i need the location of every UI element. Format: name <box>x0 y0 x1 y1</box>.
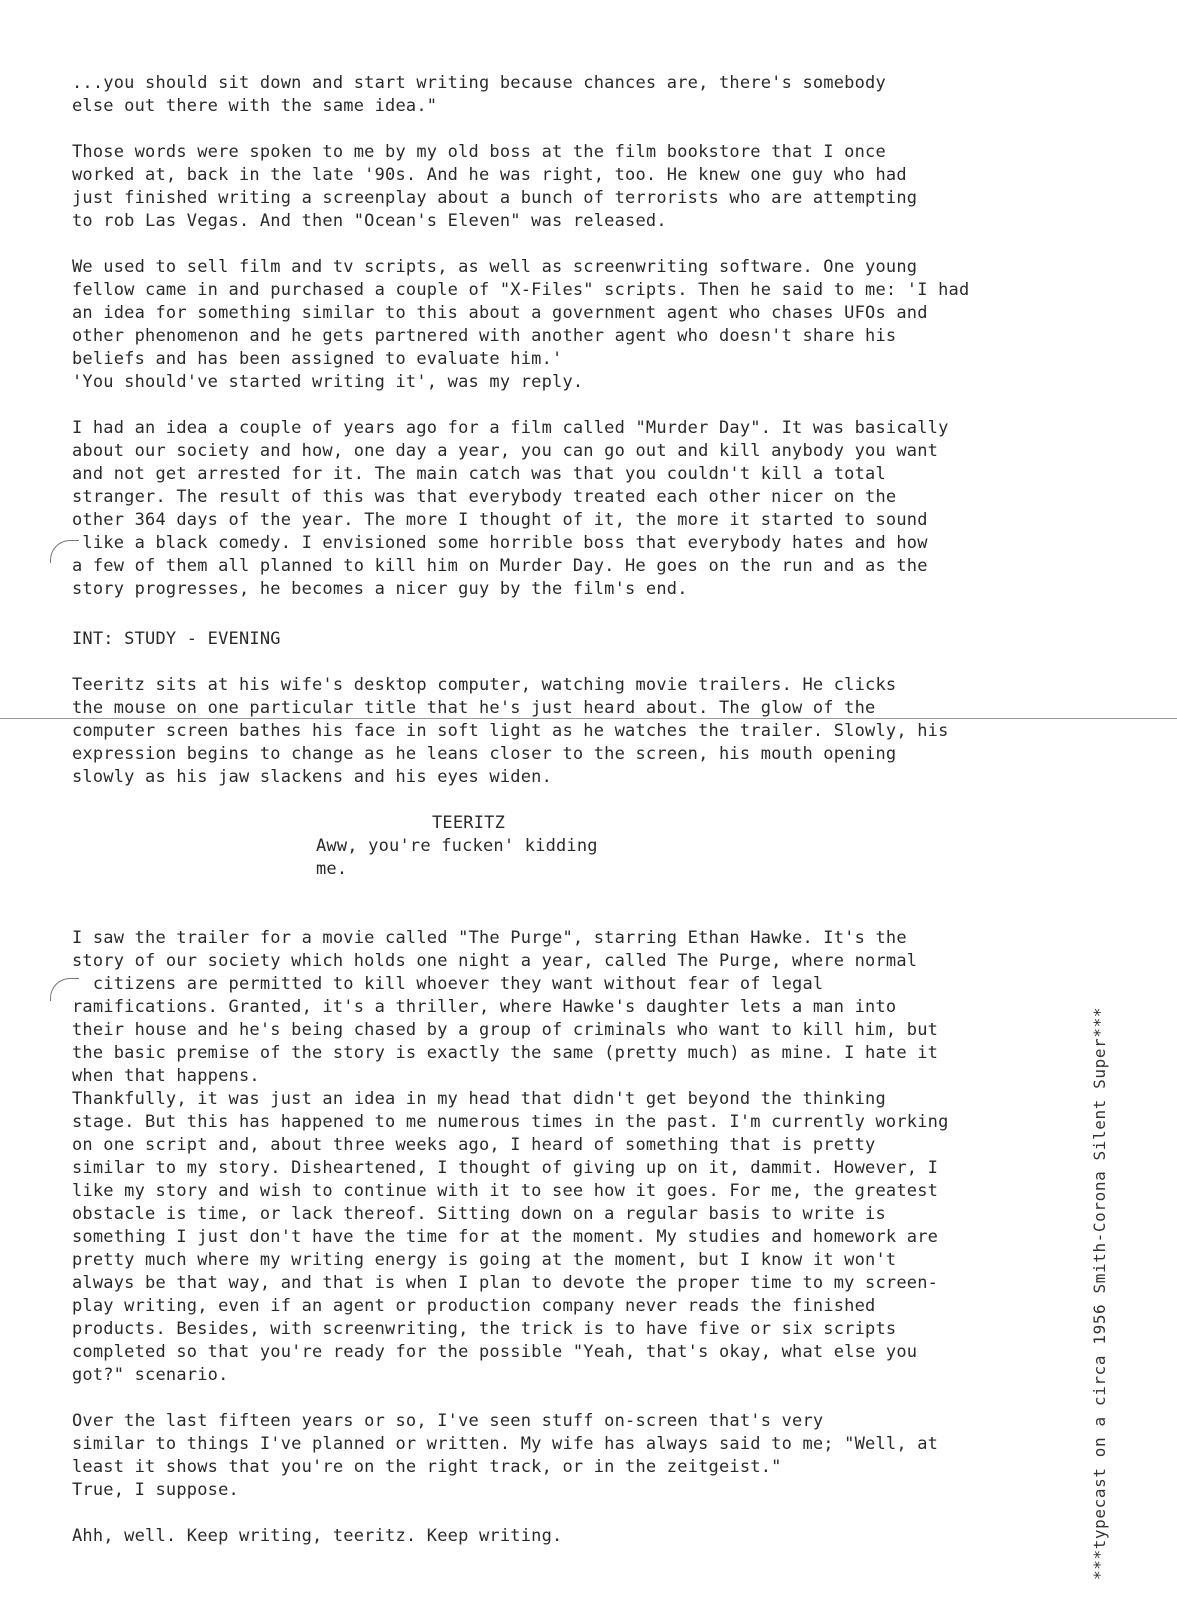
paragraph-1 <box>72 72 1072 118</box>
text-line: got?" scenario. <box>72 1365 229 1385</box>
text-line: Teeritz sits at his wife's desktop computer, watching movie trailers. He clicks <box>72 675 897 695</box>
text-line: just finished writing a screenplay about a bunch of terrorists who are attempting <box>72 188 918 208</box>
dialogue-line: me. <box>316 859 348 879</box>
text-line: beliefs and has been assigned to evaluate him.' <box>72 349 563 369</box>
text-line: something I just don't have the time for at the moment. My studies and homework are <box>72 1227 939 1247</box>
text-line: when that happens. <box>72 1066 260 1086</box>
text-line: a few of them all planned to kill him on Murder Day. He goes on the run and as the <box>72 556 928 576</box>
text-line: ramifications. Granted, it's a thriller, where Hawke's daughter lets a man into <box>72 997 897 1017</box>
dialogue-line: Aww, you're fucken' kidding <box>316 836 598 856</box>
text-line: worked at, back in the late '90s. And he was right, too. He knew one guy who had <box>72 165 907 185</box>
text-line: Those words were spoken to me by my old boss at the film bookstore that I once <box>72 142 886 162</box>
text-line: stranger. The result of this was that everybody treated each other nicer on the <box>72 487 897 507</box>
text-line: like a black comedy. I envisioned some horrible boss that everybody hates and how <box>72 533 928 553</box>
text-line: other phenomenon and he gets partnered with another agent who doesn't share his <box>72 326 897 346</box>
text-line: to rob Las Vegas. And then "Ocean's Eleven" was released. <box>72 211 667 231</box>
text-line: on one script and, about three weeks ago, I heard of something that is pretty <box>72 1135 876 1155</box>
text-line: fellow came in and purchased a couple of "X-Files" scripts. Then he said to me: 'I had <box>72 280 970 300</box>
paragraph-8 <box>72 1525 1072 1548</box>
text-line: else out there with the same idea." <box>72 96 438 116</box>
text-line: the basic premise of the story is exactly the same (pretty much) as mine. I hate it <box>72 1043 939 1063</box>
text-line: least it shows that you're on the right track, or in the zeitgeist." <box>72 1457 782 1477</box>
text-line: similar to my story. Disheartened, I thought of giving up on it, dammit. However, I <box>72 1158 939 1178</box>
text-line: stage. But this has happened to me numerous times in the past. I'm currently working <box>72 1112 949 1132</box>
text-line: and not get arrested for it. The main catch was that you couldn't kill a total <box>72 464 886 484</box>
text-line: citizens are permitted to kill whoever they want without fear of legal <box>72 974 824 994</box>
paragraph-7 <box>72 1410 1072 1502</box>
text-line: Ahh, well. Keep writing, teeritz. Keep writing. <box>72 1526 563 1546</box>
text-line: expression begins to change as he leans closer to the screen, his mouth opening <box>72 744 897 764</box>
paragraph-4 <box>72 417 1072 601</box>
text-line: story of our society which holds one night a year, called The Purge, where normal <box>72 951 918 971</box>
text-line: Thankfully, it was just an idea in my head that didn't get beyond the thinking <box>72 1089 886 1109</box>
text-line: ...you should sit down and start writing because chances are, there's somebody <box>72 73 886 93</box>
text-line: I saw the trailer for a movie called "The Purge", starring Ethan Hawke. It's the <box>72 928 907 948</box>
text-line: Over the last fifteen years or so, I've seen stuff on-screen that's very <box>72 1411 824 1431</box>
paragraph-6 <box>72 927 1072 1387</box>
text-line: obstacle is time, or lack thereof. Sitting down on a regular basis to write is <box>72 1204 886 1224</box>
text-line: completed so that you're ready for the possible "Yeah, that's okay, what else you <box>72 1342 918 1362</box>
paragraph-2 <box>72 141 1072 233</box>
text-line: play writing, even if an agent or production company never reads the finished <box>72 1296 876 1316</box>
paragraph-3 <box>72 256 1072 394</box>
text-line: similar to things I've planned or written. My wife has always said to me; "Well, at <box>72 1434 939 1454</box>
text-line: We used to sell film and tv scripts, as well as screenwriting software. One young <box>72 257 918 277</box>
text-line: an idea for something similar to this about a government agent who chases UFOs and <box>72 303 928 323</box>
text-line: about our society and how, one day a year, you can go out and kill anybody you want <box>72 441 939 461</box>
text-line: True, I suppose. <box>72 1480 239 1500</box>
text-line: slowly as his jaw slackens and his eyes widen. <box>72 767 553 787</box>
text-line: story progresses, he becomes a nicer guy by the film's end. <box>72 579 688 599</box>
text-line: their house and he's being chased by a group of criminals who want to kill him, but <box>72 1020 939 1040</box>
text-line: 'You should've started writing it', was my reply. <box>72 372 584 392</box>
character-name: TEERITZ <box>432 813 506 833</box>
text-line: like my story and wish to continue with it to see how it goes. For me, the greatest <box>72 1181 939 1201</box>
paragraph-action <box>72 674 1072 789</box>
text-line: other 364 days of the year. The more I thought of it, the more it started to sound <box>72 510 928 530</box>
scene-heading: INT: STUDY - EVENING <box>72 629 281 649</box>
text-line: products. Besides, with screenwriting, the trick is to have five or six scripts <box>72 1319 897 1339</box>
text-line: pretty much where my writing energy is going at the moment, but I know it won't <box>72 1250 897 1270</box>
text-line: I had an idea a couple of years ago for a film called "Murder Day". It was basically <box>72 418 949 438</box>
typecast-side-note: ***typecast on a circa 1956 Smith-Corona Silent Super*** <box>1090 1006 1109 1580</box>
text-line: computer screen bathes his face in soft light as he watches the trailer. Slowly, his <box>72 721 949 741</box>
text-line: the mouse on one particular title that he's just heard about. The glow of the <box>72 698 876 718</box>
text-line: always be that way, and that is when I plan to devote the proper time to my screen- <box>72 1273 939 1293</box>
typewritten-page <box>72 72 1072 1548</box>
